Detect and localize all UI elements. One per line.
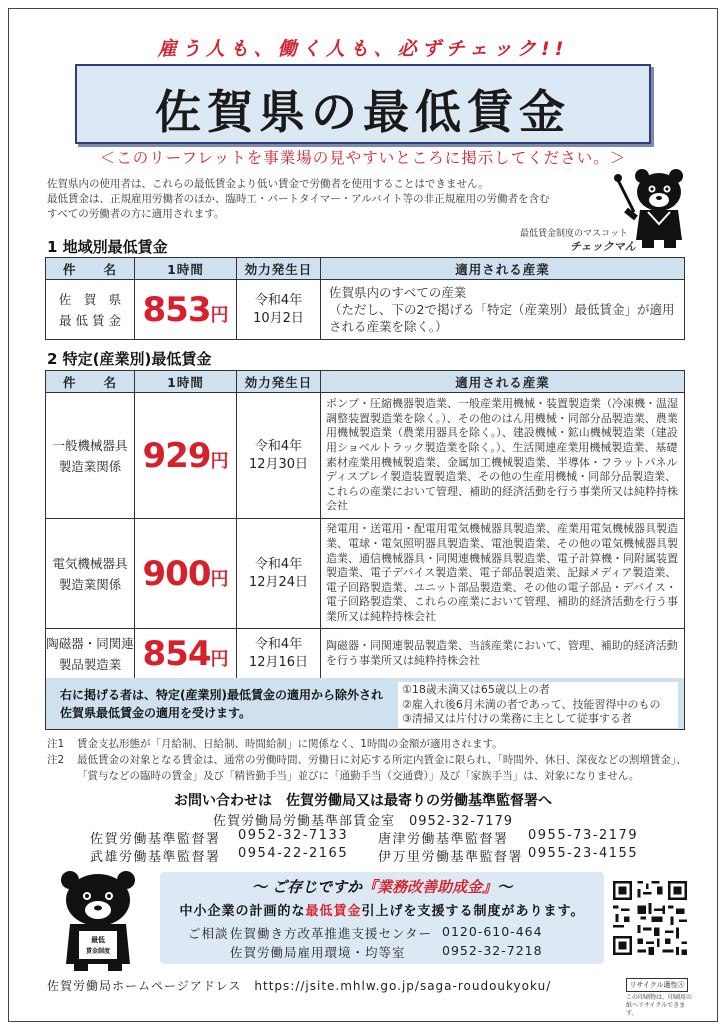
date-line: 令和4年 xyxy=(254,292,303,308)
header-hourly: 1時間 xyxy=(135,371,237,393)
industry-line: 佐賀県内のすべての産業 xyxy=(329,285,467,300)
exclusion-list xyxy=(398,682,678,728)
industry-wage-table xyxy=(45,370,685,679)
wage-name-line: 電気機械器具 xyxy=(52,555,128,571)
list-item: ②雇入れ後6月未満の者であって、技能習得中のもの xyxy=(402,697,661,711)
wage-number: 854 xyxy=(142,633,211,674)
wage-name-line: 最 低 賃 金 xyxy=(59,312,121,328)
header-name: 件 名 xyxy=(46,371,135,393)
wage-name-line: 製造業関係 xyxy=(58,458,122,474)
wage-number: 929 xyxy=(142,435,211,476)
title-box xyxy=(75,64,651,144)
industry-cell: 発電用・送電用・配電用電気機械器具製造業、産業用電気機械器具製造業、電球・電気照明器具製造業、電池製造業、その他の電気機械器具製造業、通信機械器具・同関連機械器具製造業、電子計算機・同附属装置製造業、電子デバイス製造業、電子部品製造業、記録メディア製造業、電子回路製造業、ユニット部品製造業、その他の電子部品・デバイス・電子回路製造業、これらの産業において管理、補助的経済活動を行う事業所又は純粋持株会社 xyxy=(321,519,685,629)
wage-amount xyxy=(135,629,237,679)
wage-name xyxy=(46,629,135,679)
wage-yen: 円 xyxy=(210,304,229,326)
list-item: ③清掃又は片付けの業務に主として従事する者 xyxy=(402,712,632,725)
wage-name xyxy=(46,393,135,519)
header-effective-date: 効力発生日 xyxy=(237,258,321,280)
effective-date xyxy=(237,519,321,629)
recycle-mark: リサイクル適性Ⓐ xyxy=(626,978,688,992)
effective-date xyxy=(237,393,321,519)
mascot-name: チェックマん xyxy=(570,240,636,253)
office-name: 伊万里労働基準監督署 xyxy=(378,850,524,865)
wage-name xyxy=(46,519,135,629)
notes xyxy=(47,736,687,784)
office-tel: 0954-22-2165 xyxy=(238,846,349,861)
industry-cell xyxy=(321,280,685,340)
table-row xyxy=(46,280,685,340)
consult-tel: 0952-32-7218 xyxy=(442,943,543,958)
office-name: 武雄労働基準監督署 xyxy=(90,850,221,865)
wage-name-line: 製品製造業 xyxy=(58,656,122,672)
section1-title: 1 地域別最低賃金 xyxy=(47,238,168,256)
consult-name: 佐賀働き方改革推進支援センター xyxy=(230,926,433,941)
table-header-row xyxy=(46,258,685,280)
contact-main: 佐賀労働局労働基準部賃金室 0952-32-7179 xyxy=(212,814,514,829)
note-row xyxy=(47,752,687,784)
list-item: ①18歳未満又は65歳以上の者 xyxy=(402,683,550,696)
consult-tel: 0120-610-464 xyxy=(442,924,543,939)
consult-label: ご相談 xyxy=(188,926,229,941)
subsidy-box xyxy=(160,872,604,964)
subsidy-title-pre: 〜 ご存じですか xyxy=(251,878,363,896)
svg-text:最低: 最低 xyxy=(91,936,105,944)
subsidy-title-name: 『業務改善助成金』 xyxy=(362,878,498,896)
contact-title: お問い合わせは 佐賀労働局又は最寄りの労働基準監督署へ xyxy=(174,793,552,809)
intro-line: 佐賀県内の使用者は、これらの最低賃金より低い賃金で労働者を使用することはできません。 xyxy=(47,178,489,190)
table-row xyxy=(46,629,685,679)
header-industry: 適用される産業 xyxy=(321,258,685,280)
exclusion-box xyxy=(45,678,685,730)
date-line: 令和4年 xyxy=(254,438,303,454)
subsidy-title-post: 〜 xyxy=(497,878,513,896)
office-name: 佐賀労働基準監督署 xyxy=(90,832,221,847)
date-line: 令和4年 xyxy=(254,636,303,652)
wage-name-line: 佐 賀 県 xyxy=(58,291,122,307)
header-effective-date: 効力発生日 xyxy=(237,371,321,393)
industry-cell: ポンプ・圧縮機器製造業、一般産業用機械・装置製造業（冷凍機・温湿調整装置製造業を除く。）、その他のはん用機械・同部分品製造業、農業用機械製造業（農業用器具を除く。）、建設機械・鉱山機械製造業（建設用ショベルトラック製造業を除く。）、生活関連産業用機械製造業、基礎素材産業用機械製造業、金属加工機械製造業、半導体・フラットパネルディスプレイ製造装置製造業、その他の生産用機械・同部分品製造業、これらの産業において管理、補助的経済活動を行う事業所又は純粋持株会社 xyxy=(321,393,685,519)
wage-amount xyxy=(135,280,237,340)
subsidy-desc-post: 引上げを支援する制度があります。 xyxy=(361,904,585,919)
header-hourly: 1時間 xyxy=(135,258,237,280)
wage-amount xyxy=(135,393,237,519)
wage-yen: 円 xyxy=(210,648,229,670)
industry-line: （ただし、下の2で掲げる「特定（産業別）最低賃金」が適用される産業を除く。） xyxy=(329,302,675,334)
svg-text:賃金制度: 賃金制度 xyxy=(85,948,111,955)
note-row xyxy=(47,736,687,752)
wage-number: 853 xyxy=(142,289,211,330)
qr-code-icon[interactable] xyxy=(610,878,690,958)
exclusion-description: 右に掲げる者は、特定(産業別)最低賃金の適用から除外され佐賀県最低賃金の適用を受けます。 xyxy=(60,688,383,720)
effective-date xyxy=(237,280,321,340)
subsidy-title xyxy=(160,876,604,897)
subsidy-desc-highlight: 最低賃金 xyxy=(305,904,362,919)
header-name: 件 名 xyxy=(46,258,135,280)
date-line: 12月30日 xyxy=(248,456,309,472)
wage-name xyxy=(46,280,135,340)
subsidy-description xyxy=(160,900,604,919)
table-header-row xyxy=(46,371,685,393)
effective-date xyxy=(237,629,321,679)
office-tel: 0955-23-4155 xyxy=(528,846,639,861)
intro-text xyxy=(47,177,567,222)
consult-name: 佐賀労働局雇用環境・均等室 xyxy=(230,945,406,960)
note-text: 最低賃金の対象となる賃金は、通常の労働時間、労働日に対応する所定内賃金に限られ、「時間外、休日、深夜などの割増賃金」、「賞与などの臨時の賃金」及び「精皆勤手当」並びに「通勤手当（交通費）」及び「家族手当」は、対象になりません。 xyxy=(77,754,687,782)
intro-line: 最低賃金は、正規雇用労働者のほか、臨時工・パートタイマー・アルバイト等の非正規雇用の労働者を含む xyxy=(47,193,550,205)
recycle-note: この印刷物は、印刷用の紙へリサイクルできます。 xyxy=(626,994,693,1017)
bear-mascot-icon xyxy=(48,868,148,973)
wage-number: 900 xyxy=(142,553,211,594)
section2-title: 2 特定(産業別)最低賃金 xyxy=(47,350,212,368)
wage-name-line: 一般機械器具 xyxy=(52,437,128,453)
page-title: 佐賀県の最低賃金 xyxy=(155,85,571,139)
date-line: 令和4年 xyxy=(254,556,303,572)
note-text: 賃金支払形態が「月給制、日給制、時間給制」に関係なく、1時間の金額が適用されます。 xyxy=(77,738,503,750)
wage-name-line: 陶磁器・同関連 xyxy=(46,635,134,651)
date-line: 12月24日 xyxy=(248,574,309,590)
wage-name-line: 製造業関係 xyxy=(58,576,122,592)
intro-line: すべての労働者の方に適用されます。 xyxy=(47,208,225,220)
note-label: 注1 xyxy=(47,738,65,750)
table-row xyxy=(46,393,685,519)
tagline: 雇う人も、働く人も、必ずチェック!! xyxy=(157,38,569,60)
posting-notice: ＜このリーフレットを事業場の見やすいところに掲示してください。＞ xyxy=(99,149,627,167)
office-tel: 0952-32-7133 xyxy=(238,828,349,843)
note-label: 注2 xyxy=(47,754,65,766)
wage-yen: 円 xyxy=(210,568,229,590)
office-tel: 0955-73-2179 xyxy=(528,828,639,843)
office-name: 唐津労働基準監督署 xyxy=(378,832,509,847)
mascot-caption: 最低賃金制度のマスコット xyxy=(520,229,628,239)
date-line: 10月2日 xyxy=(253,310,304,326)
header-industry: 適用される産業 xyxy=(321,371,685,393)
homepage-address[interactable]: 佐賀労働局ホームページアドレス https://jsite.mhlw.go.jp/saga-roudoukyoku/ xyxy=(47,979,552,993)
date-line: 12月16日 xyxy=(248,654,309,670)
wage-yen: 円 xyxy=(210,450,229,472)
regional-wage-table xyxy=(45,257,685,340)
wage-amount xyxy=(135,519,237,629)
industry-cell: 陶磁器・同関連製品製造業、当該産業において、管理、補助的経済活動を行う事業所又は純粋持株会社 xyxy=(321,629,685,679)
subsidy-desc-pre: 中小企業の計画的な xyxy=(179,904,306,919)
table-row xyxy=(46,519,685,629)
